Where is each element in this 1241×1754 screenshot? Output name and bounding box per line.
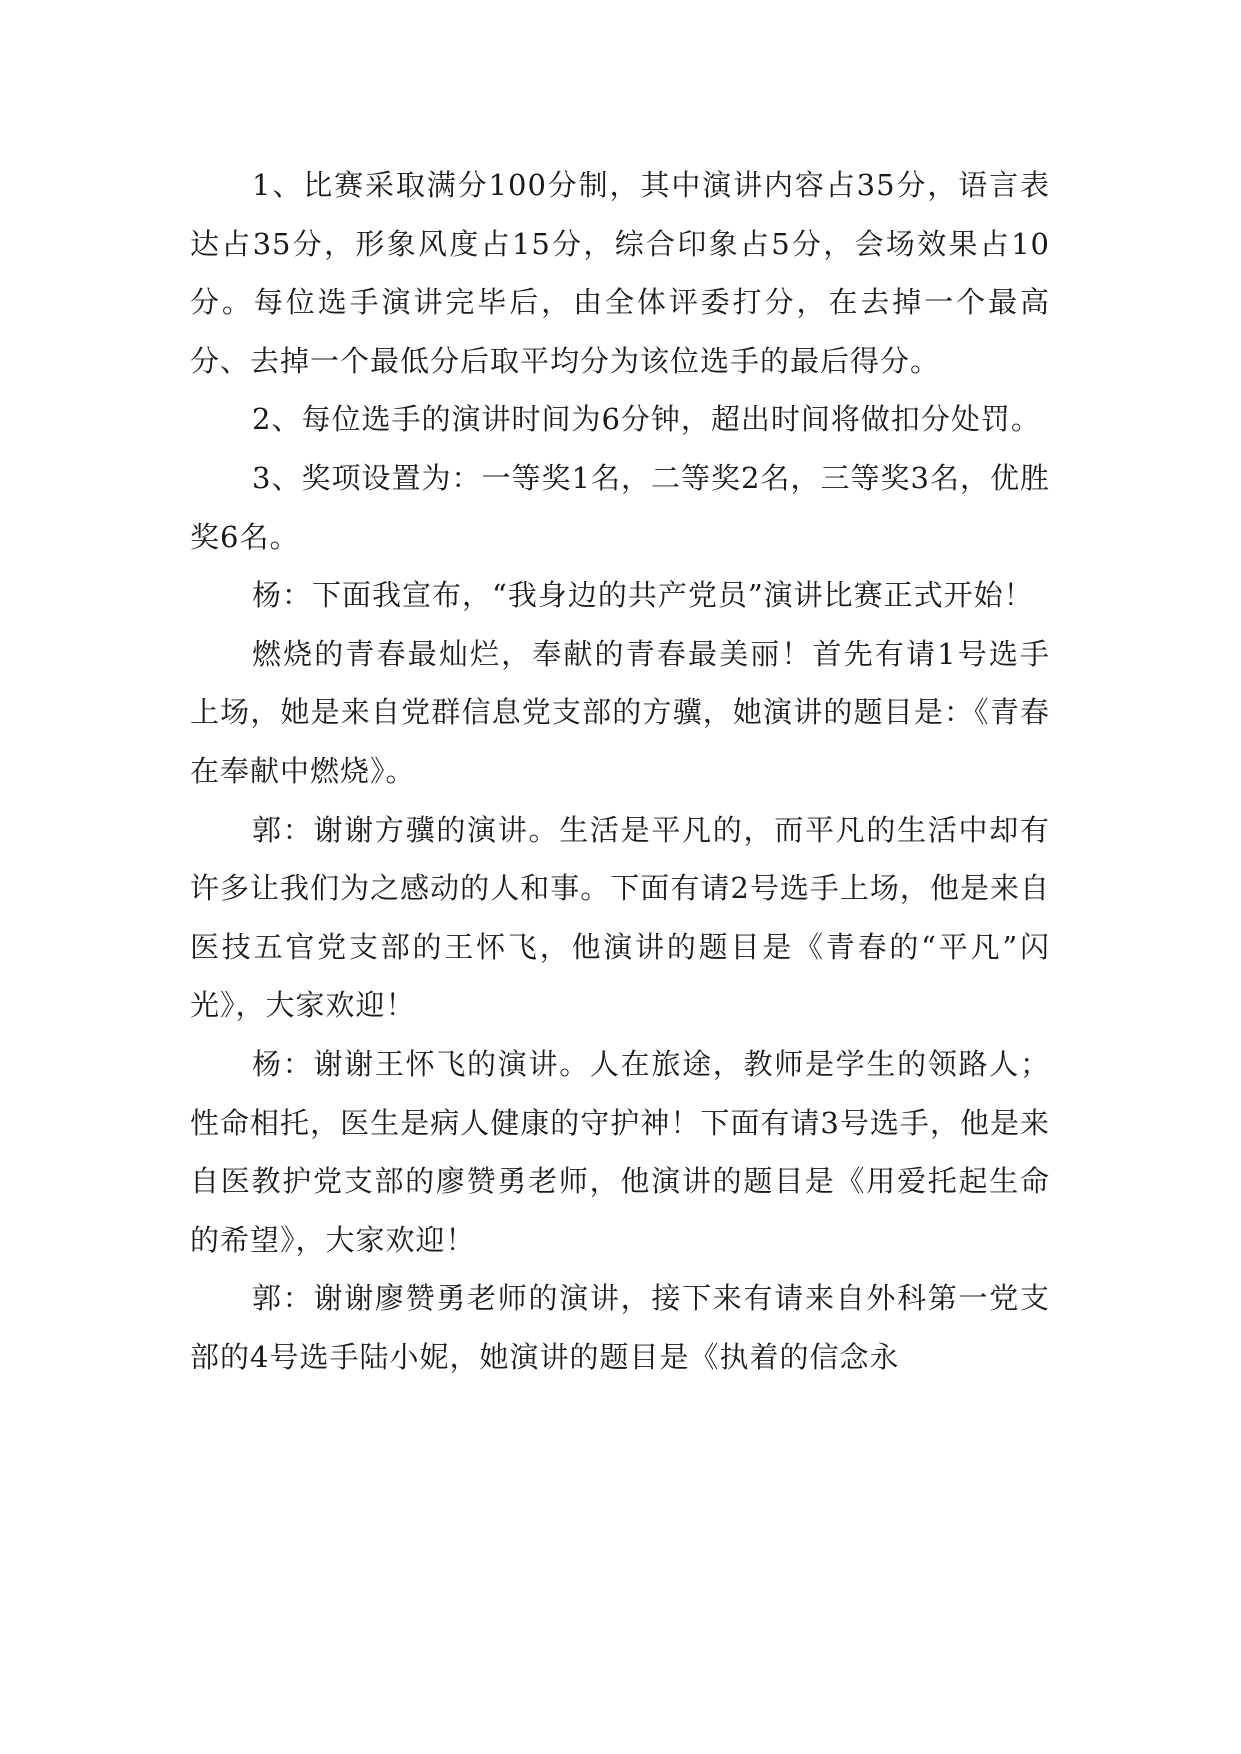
paragraph-opening: 杨：下面我宣布，“我身边的共产党员”演讲比赛正式开始！ bbox=[252, 578, 1034, 613]
paragraph-contestant-2: 郭：谢谢方骥的演讲。生活是平凡的，而平凡的生活中却有许多让我们为之感动的人和事。下面有请2号选手上场，他是来自医技五官党支部的王怀飞，他演讲的题目是《青春的“平凡”闪光》，大家欢迎！ bbox=[190, 812, 1050, 1023]
paragraph-contestant-3: 杨：谢谢王怀飞的演讲。人在旅途，教师是学生的领路人；性命相托，医生是病人健康的守护神！下面有请3号选手，他是来自医教护党支部的廖赞勇老师，他演讲的题目是《用爱托起生命的希望》，大家欢迎！ bbox=[190, 1046, 1050, 1257]
paragraph-awards: 3、奖项设置为：一等奖1名，二等奖2名，三等奖3名，优胜奖6名。 bbox=[190, 460, 1050, 554]
paragraph-contestant-1: 燃烧的青春最灿烂，奉献的青春最美丽！首先有请1号选手上场，她是来自党群信息党支部的方骥，她演讲的题目是：《青春在奉献中燃烧》。 bbox=[190, 636, 1050, 788]
paragraph-contestant-4: 郭：谢谢廖赞勇老师的演讲，接下来有请来自外科第一党支部的4号选手陆小妮，她演讲的题目是《执着的信念永 bbox=[190, 1281, 1050, 1374]
paragraph-scoring-rules: 1、比赛采取满分100分制，其中演讲内容占35分，语言表达占35分，形象风度占15分，综合印象占5分，会场效果占10分。每位选手演讲完毕后，由全体评委打分，在去掉一个最高分、去掉一个最低分后取平均分为该位选手的最后得分。 bbox=[190, 168, 1050, 378]
document-body bbox=[190, 156, 1050, 1386]
paragraph-time-limit: 2、每位选手的演讲时间为6分钟，超出时间将做扣分处罚。 bbox=[252, 402, 1041, 437]
